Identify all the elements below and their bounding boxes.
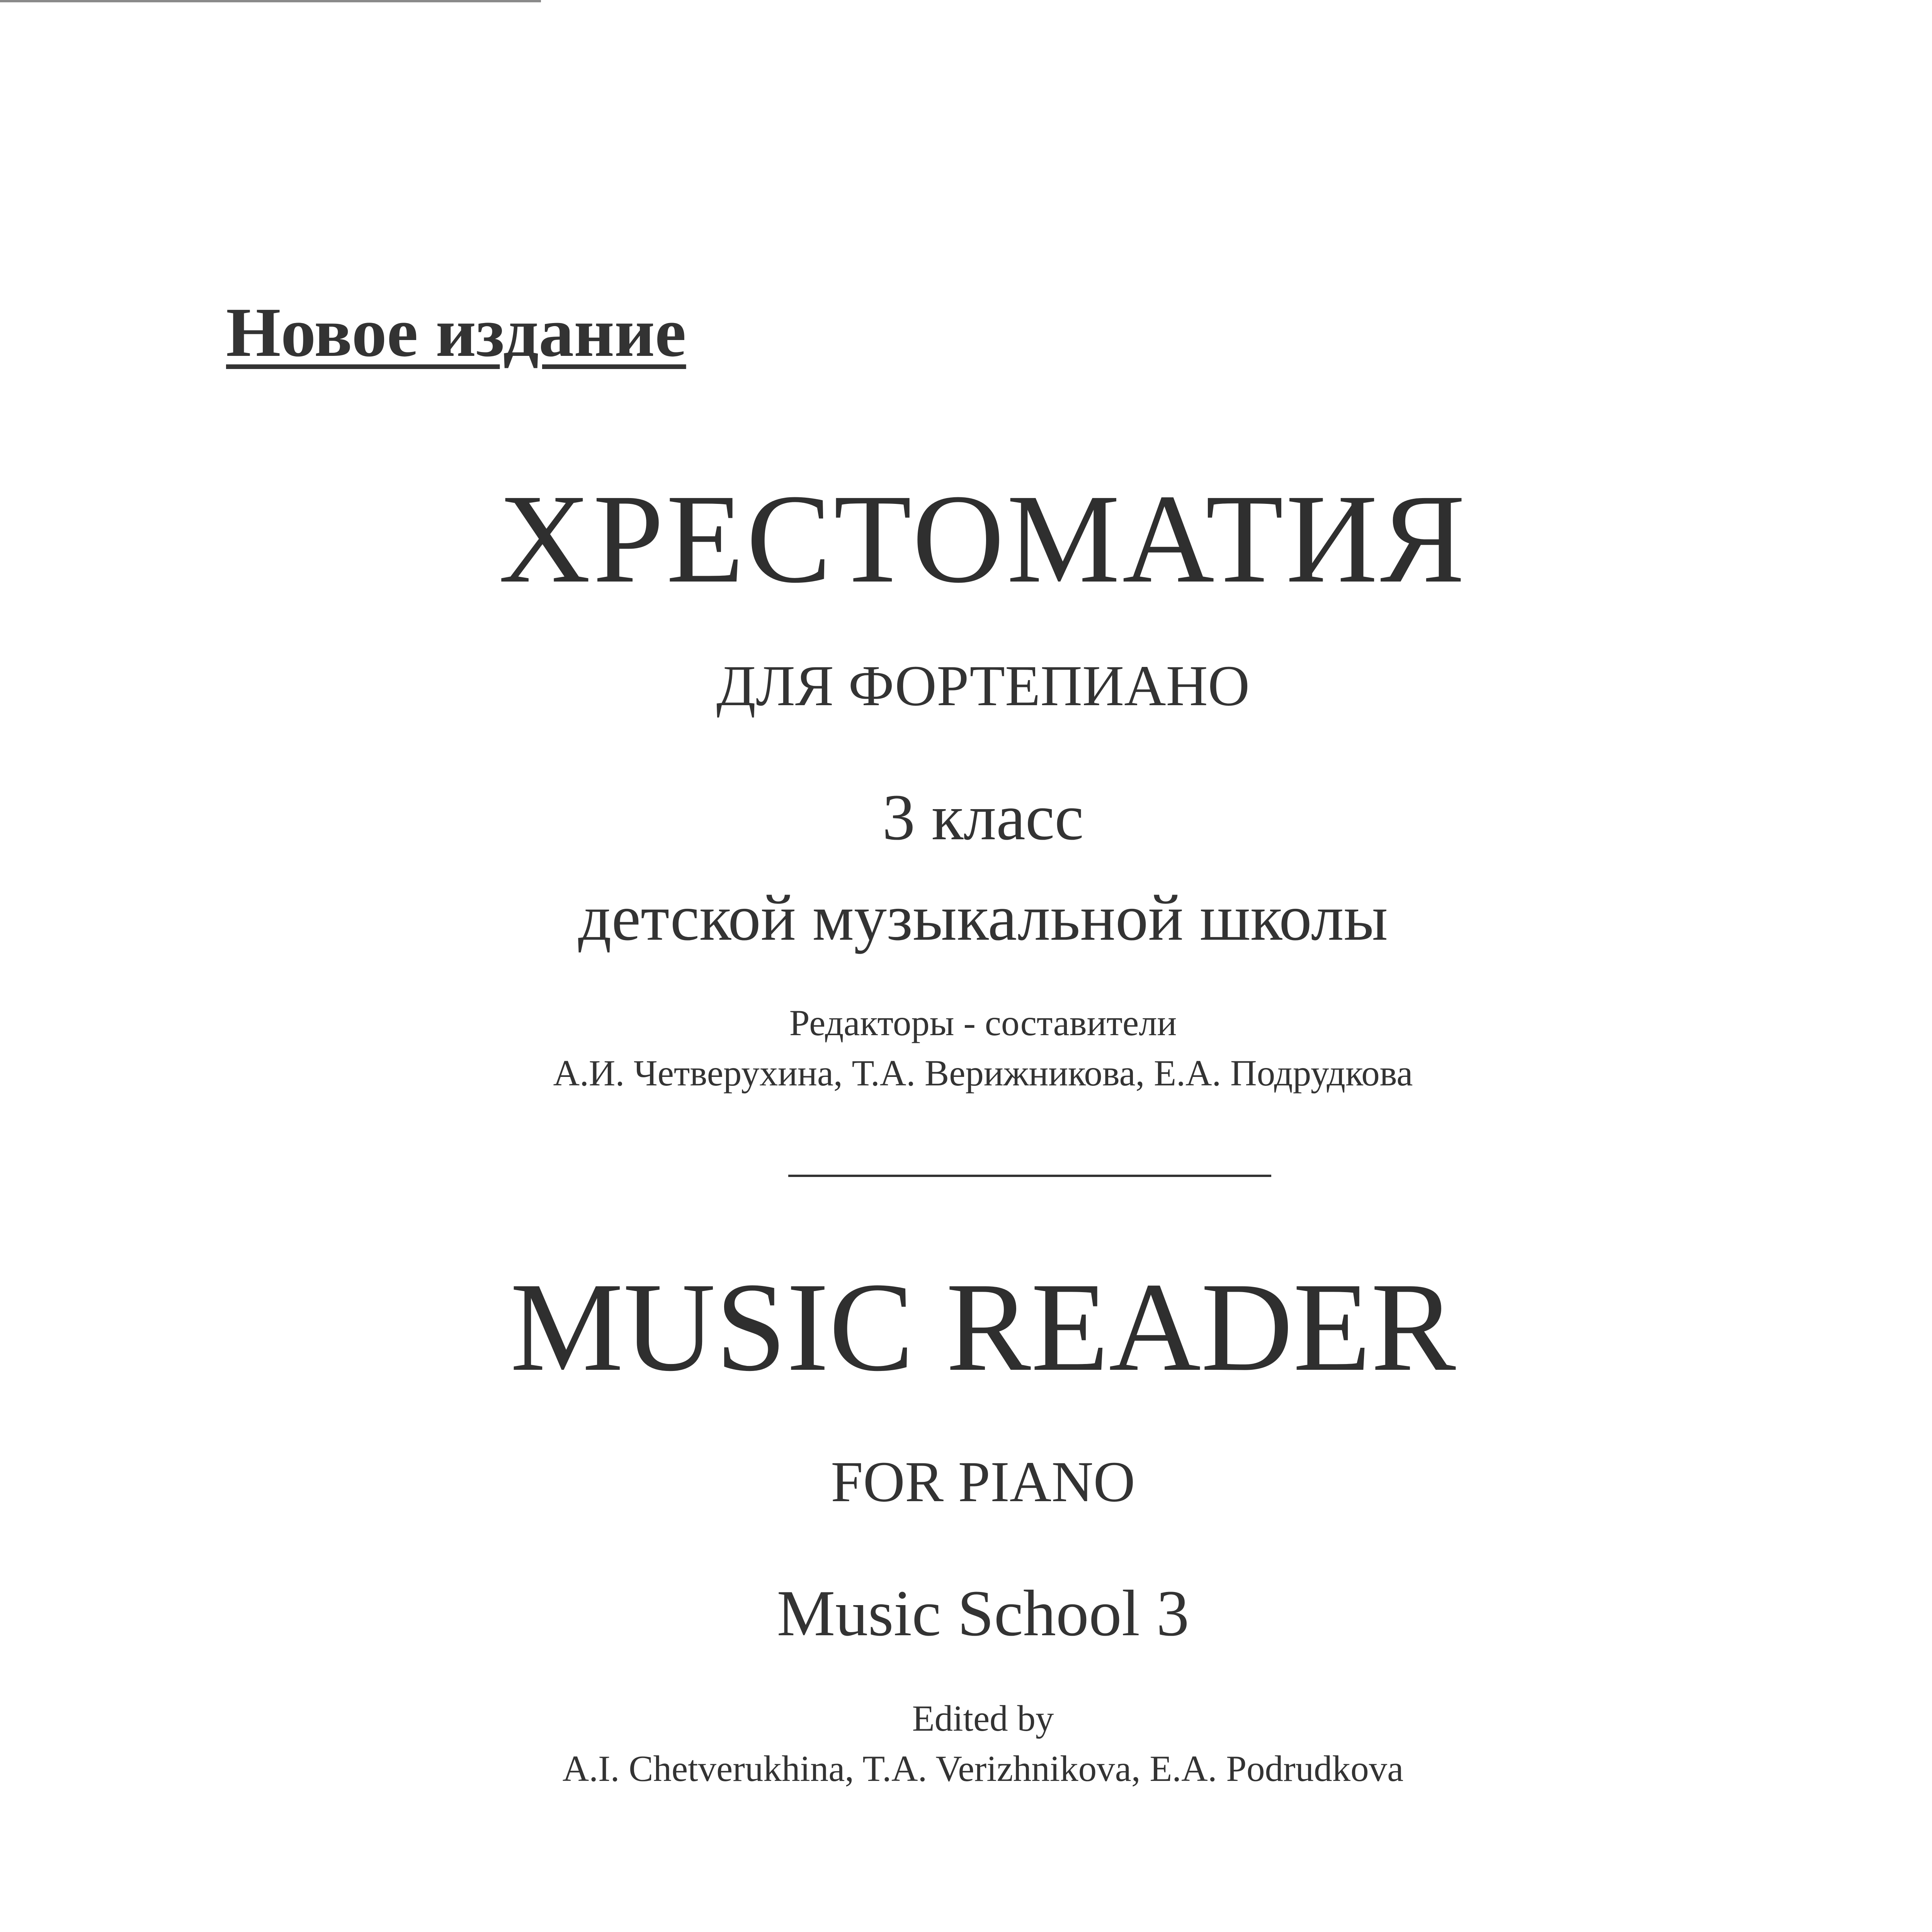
russian-subtitle: ДЛЯ ФОРТЕПИАНО [716,654,1250,718]
edition-label: Новое издание [226,294,686,371]
english-grade: Music School 3 [777,1577,1189,1650]
russian-grade: 3 класс [882,781,1084,854]
russian-school: детской музыкальной школы [578,881,1388,954]
scan-edge-top [0,0,541,2]
russian-editors-label: Редакторы - составители [789,1002,1177,1043]
english-editors-names: A.I. Chetverukhina, T.A. Verizhnikova, E.A. Podrudkova [562,1748,1404,1789]
russian-title: ХРЕСТОМАТИЯ [498,468,1468,609]
english-subtitle: FOR PIANO [831,1450,1135,1514]
english-title: MUSIC READER [510,1257,1456,1398]
russian-editors-names: А.И. Четверухина, Т.А. Верижникова, Е.А. Подрудкова [553,1053,1413,1094]
section-divider [788,1175,1271,1177]
english-editors-label: Edited by [912,1698,1054,1739]
